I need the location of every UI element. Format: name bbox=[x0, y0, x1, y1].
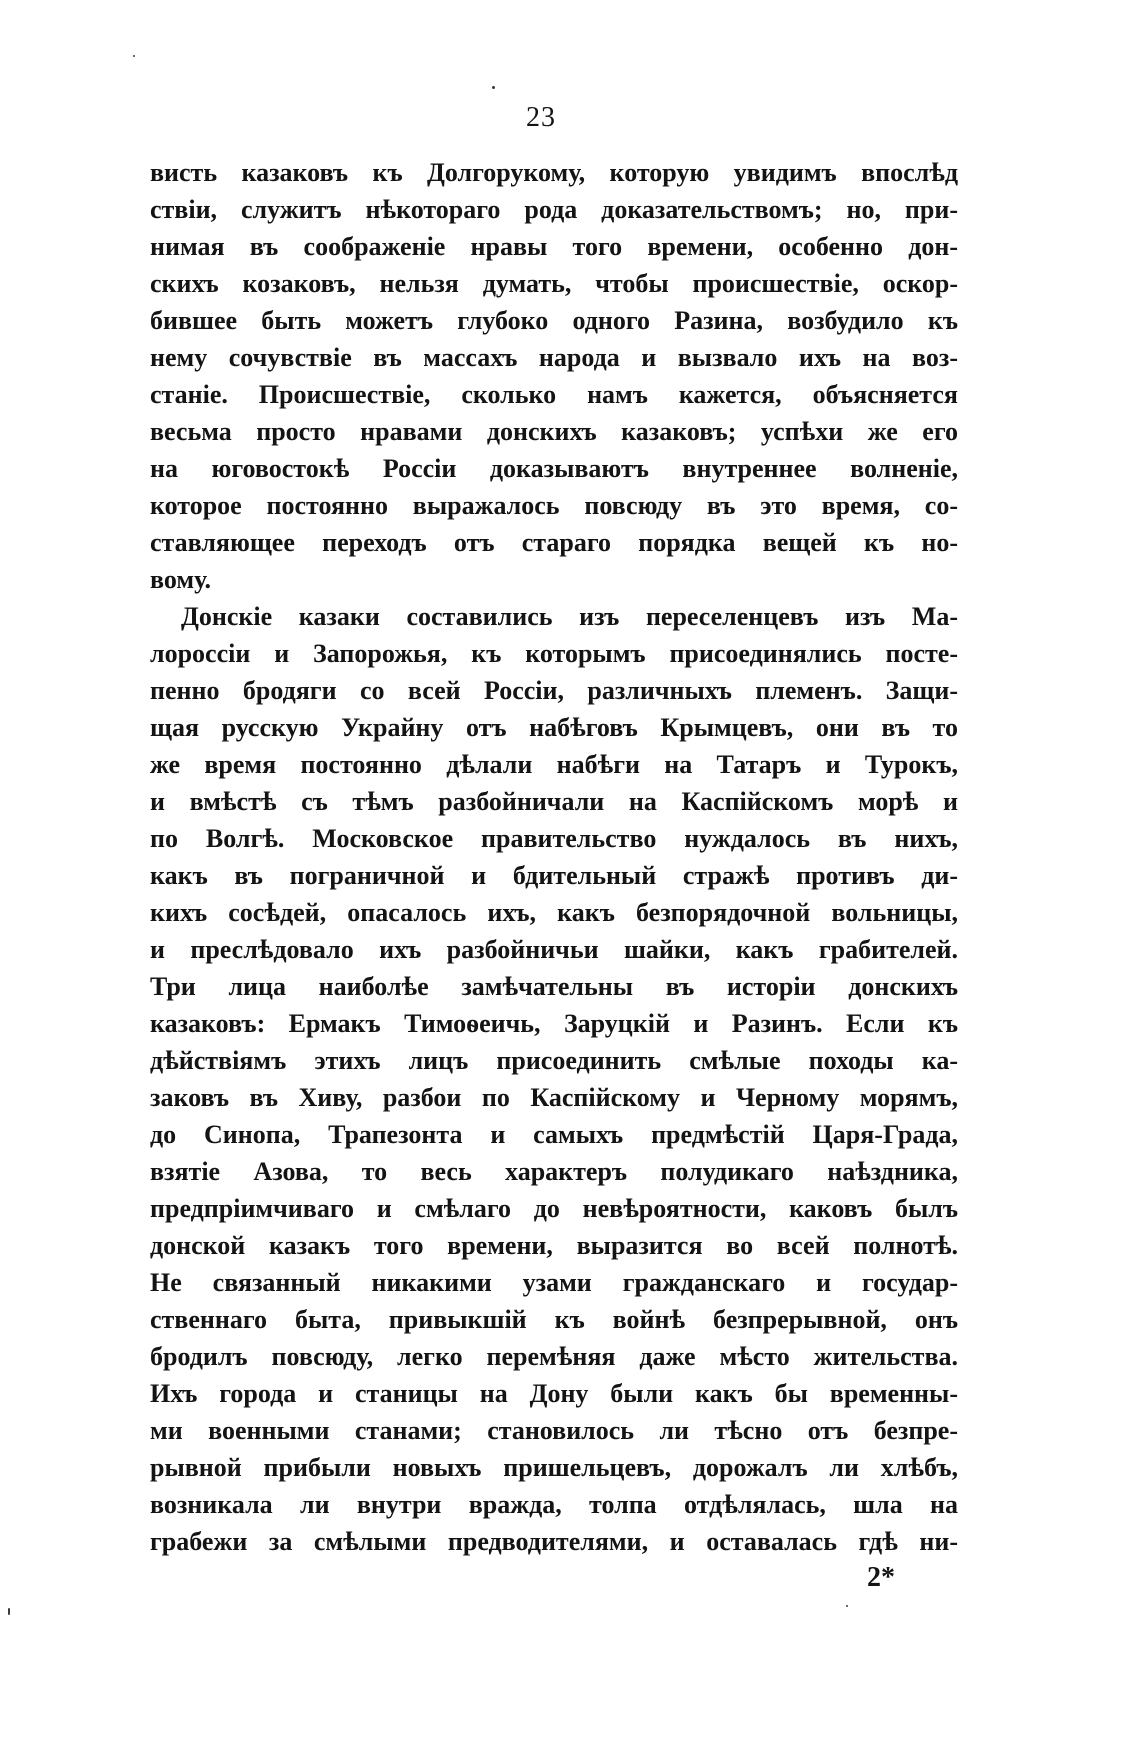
text-line: же время постоянно дѣлали набѣги на Татаръ и Турокъ, bbox=[150, 750, 958, 779]
text-line: нимая въ соображеніе нравы того времени, особенно дон- bbox=[150, 232, 958, 261]
page-number: 23 bbox=[526, 102, 556, 133]
text-line: какъ въ пограничной и бдительный стражѣ противъ ди- bbox=[150, 861, 958, 890]
text-line: на юговостокѣ Россіи доказываютъ внутреннее волненіе, bbox=[150, 454, 958, 483]
text-line: которое постоянно выражалось повсюду въ это время, со- bbox=[150, 491, 958, 520]
body-text bbox=[150, 154, 958, 1560]
text-line: грабежи за смѣлыми предводителями, и оставалась гдѣ ни- bbox=[150, 1527, 958, 1556]
text-line: весьма просто нравами донскихъ казаковъ; успѣхи же его bbox=[150, 417, 958, 446]
text-line: ми военными станами; становилось ли тѣсно отъ безпре- bbox=[150, 1416, 958, 1445]
text-line: лороссіи и Запорожья, къ которымъ присоединялись посте- bbox=[150, 639, 958, 668]
text-line: кихъ сосѣдей, опасалось ихъ, какъ безпорядочной вольницы, bbox=[150, 898, 958, 927]
text-line: бившее быть можетъ глубоко одного Разина, возбудило къ bbox=[150, 306, 958, 335]
text-line: ставляющее переходъ отъ стараго порядка вещей къ но- bbox=[150, 528, 958, 557]
text-line: и преслѣдовало ихъ разбойничьи шайки, какъ грабителей. bbox=[150, 935, 958, 964]
text-line: ственнаго быта, привыкшій къ войнѣ безпрерывной, онъ bbox=[150, 1305, 958, 1334]
text-line: и вмѣстѣ съ тѣмъ разбойничали на Каспійскомъ морѣ и bbox=[150, 787, 958, 816]
signature-mark: 2* bbox=[867, 1562, 895, 1593]
text-line: донской казакъ того времени, выразится во всей полнотѣ. bbox=[150, 1231, 958, 1260]
scan-speck bbox=[133, 55, 135, 57]
text-line: взятіе Азова, то весь характеръ полудикаго наѣздника, bbox=[150, 1157, 958, 1186]
text-line: Ихъ города и станицы на Дону были какъ бы временны- bbox=[150, 1379, 958, 1408]
text-line: рывной прибыли новыхъ пришельцевъ, дорожалъ ли хлѣбъ, bbox=[150, 1453, 958, 1482]
text-line: бродилъ повсюду, легко перемѣняя даже мѣсто жительства. bbox=[150, 1342, 958, 1371]
text-line: скихъ козаковъ, нельзя думать, чтобы происшествіе, оскор- bbox=[150, 269, 958, 298]
text-line: возникала ли внутри вражда, толпа отдѣлялась, шла на bbox=[150, 1490, 958, 1519]
text-line: пенно бродяги со всей Россіи, различныхъ племенъ. Защи- bbox=[150, 676, 958, 705]
text-line: по Волгѣ. Московское правительство нуждалось въ нихъ, bbox=[150, 824, 958, 853]
text-line: дѣйствіямъ этихъ лицъ присоединить смѣлые походы ка- bbox=[150, 1046, 958, 1075]
text-line: щая русскую Украйну отъ набѣговъ Крымцевъ, они въ то bbox=[150, 713, 958, 742]
paragraph bbox=[150, 154, 958, 598]
text-line: заковъ въ Хиву, разбои по Каспійскому и Черному морямъ, bbox=[150, 1083, 958, 1112]
text-line: вому. bbox=[150, 565, 211, 594]
scan-speck bbox=[8, 1608, 10, 1615]
text-line: нему сочувствіе въ массахъ народа и вызвало ихъ на воз- bbox=[150, 343, 958, 372]
text-line: Донскіе казаки составились изъ переселенцевъ изъ Ма- bbox=[181, 602, 958, 631]
text-line: висть казаковъ къ Долгорукому, которую увидимъ впослѣд bbox=[150, 158, 958, 187]
text-line: предпріимчиваго и смѣлаго до невѣроятности, каковъ былъ bbox=[150, 1194, 958, 1223]
paragraph bbox=[150, 598, 958, 1560]
text-line: до Синопа, Трапезонта и самыхъ предмѣстій Царя-Града, bbox=[150, 1120, 958, 1149]
text-line: станіе. Происшествіе, сколько намъ кажется, объясняется bbox=[150, 380, 958, 409]
scan-speck bbox=[492, 86, 495, 89]
text-line: Три лица наиболѣе замѣчательны въ исторіи донскихъ bbox=[150, 972, 958, 1001]
text-line: Не связанный никакими узами гражданскаго и государ- bbox=[150, 1268, 958, 1297]
text-line: ствіи, служитъ нѣкотораго рода доказательствомъ; но, при- bbox=[150, 195, 958, 224]
text-line: казаковъ: Ермакъ Тимоѳеичь, Заруцкій и Разинъ. Если къ bbox=[150, 1009, 958, 1038]
scan-speck bbox=[846, 1605, 848, 1607]
